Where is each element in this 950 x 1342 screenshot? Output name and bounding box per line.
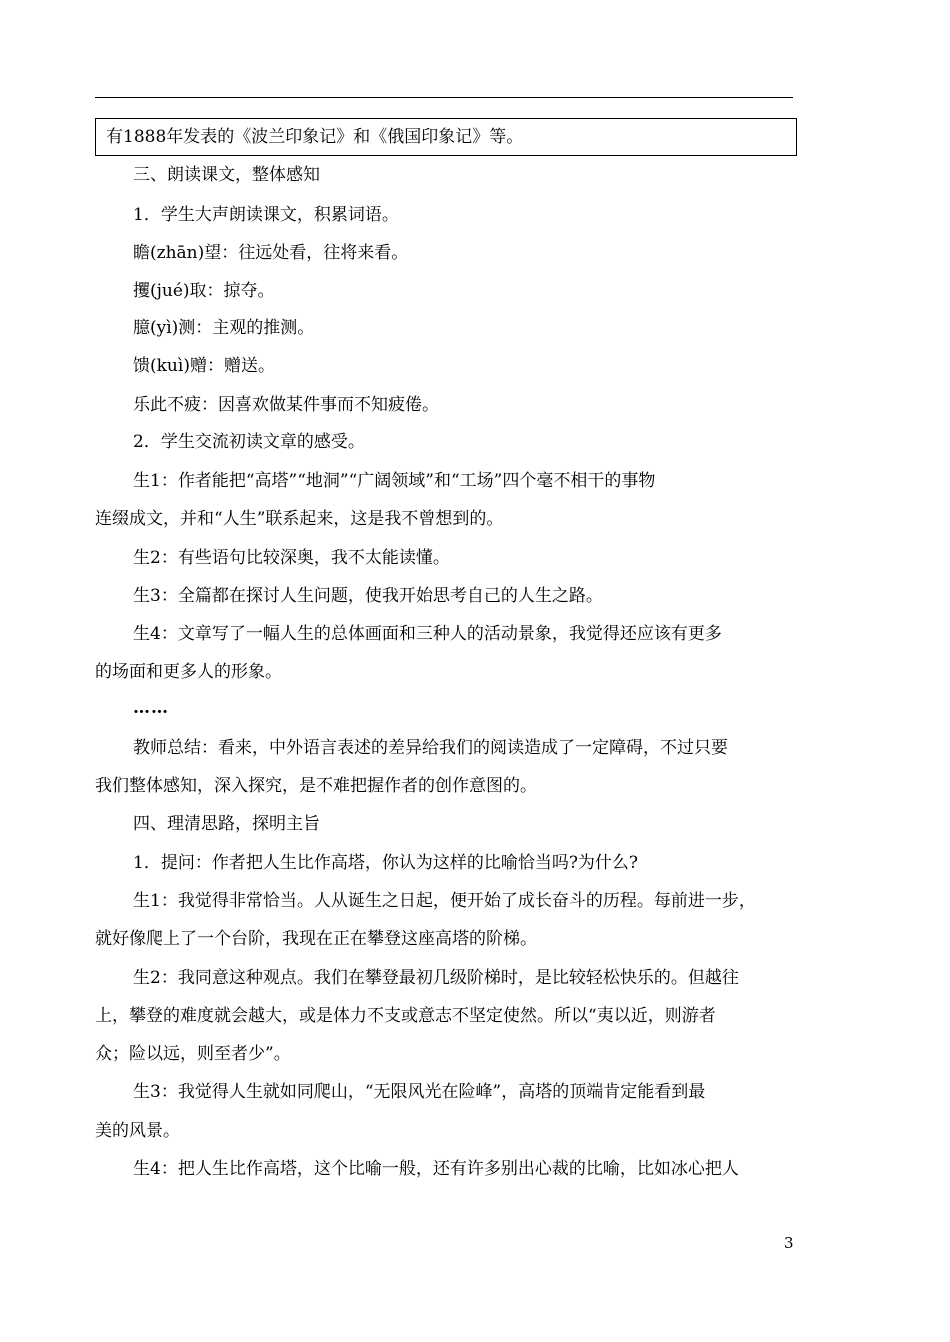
paragraph-line: 生2：有些语句比较深奥，我不太能读懂。 bbox=[133, 548, 450, 568]
paragraph-line: 美的风景。 bbox=[95, 1121, 180, 1141]
paragraph-line: 生3：全篇都在探讨人生问题，使我开始思考自己的人生之路。 bbox=[133, 586, 603, 606]
paragraph-line: 上，攀登的难度就会越大，或是体力不支或意志不坚定使然。所以“夷以近，则游者 bbox=[95, 1006, 716, 1026]
paragraph-line: 连缀成文，并和“人生”联系起来，这是我不曾想到的。 bbox=[95, 509, 504, 529]
list-item: 1．提问：作者把人生比作高塔，你认为这样的比喻恰当吗?为什么? bbox=[133, 853, 639, 873]
vocab-item: 馈(kuì)赠：赠送。 bbox=[133, 356, 275, 376]
section-heading-4: 四、理清思路，探明主旨 bbox=[133, 814, 320, 834]
vocab-item: 臆(yì)测：主观的推测。 bbox=[133, 318, 315, 338]
paragraph-line: 教师总结：看来，中外语言表述的差异给我们的阅读造成了一定障碍，不过只要 bbox=[133, 738, 728, 758]
ellipsis: …… bbox=[133, 698, 169, 718]
paragraph-line: 生1：作者能把“高塔”“地洞”“广阔领域”和“工场”四个毫不相干的事物 bbox=[133, 471, 656, 491]
paragraph-line: 生4：把人生比作高塔，这个比喻一般，还有许多别出心裁的比喻，比如冰心把人 bbox=[133, 1159, 739, 1179]
bordered-note-box bbox=[95, 118, 797, 156]
paragraph-line: 生4：文章写了一幅人生的总体画面和三种人的活动景象，我觉得还应该有更多 bbox=[133, 624, 722, 644]
paragraph-line: 我们整体感知，深入探究，是不难把握作者的创作意图的。 bbox=[95, 776, 537, 796]
page-number: 3 bbox=[784, 1234, 794, 1252]
list-item: 1．学生大声朗读课文，积累词语。 bbox=[133, 205, 399, 225]
header-rule bbox=[95, 97, 793, 98]
section-heading-3: 三、朗读课文，整体感知 bbox=[133, 165, 320, 185]
paragraph-line: 就好像爬上了一个台阶，我现在正在攀登这座高塔的阶梯。 bbox=[95, 929, 537, 949]
box-text: 有1888年发表的《波兰印象记》和《俄国印象记》等。 bbox=[106, 127, 524, 147]
vocab-item: 攫(jué)取：掠夺。 bbox=[133, 281, 275, 301]
paragraph-line: 生3：我觉得人生就如同爬山，“无限风光在险峰”，高塔的顶端肯定能看到最 bbox=[133, 1082, 706, 1102]
paragraph-line: 生1：我觉得非常恰当。人从诞生之日起，便开始了成长奋斗的历程。每前进一步， bbox=[133, 891, 756, 911]
vocab-item: 瞻(zhān)望：往远处看，往将来看。 bbox=[133, 243, 409, 263]
list-item: 2．学生交流初读文章的感受。 bbox=[133, 432, 365, 452]
vocab-item: 乐此不疲：因喜欢做某件事而不知疲倦。 bbox=[133, 395, 439, 415]
paragraph-line: 众；险以远，则至者少”。 bbox=[95, 1044, 291, 1064]
paragraph-line: 的场面和更多人的形象。 bbox=[95, 662, 282, 682]
paragraph-line: 生2：我同意这种观点。我们在攀登最初几级阶梯时，是比较轻松快乐的。但越往 bbox=[133, 968, 739, 988]
